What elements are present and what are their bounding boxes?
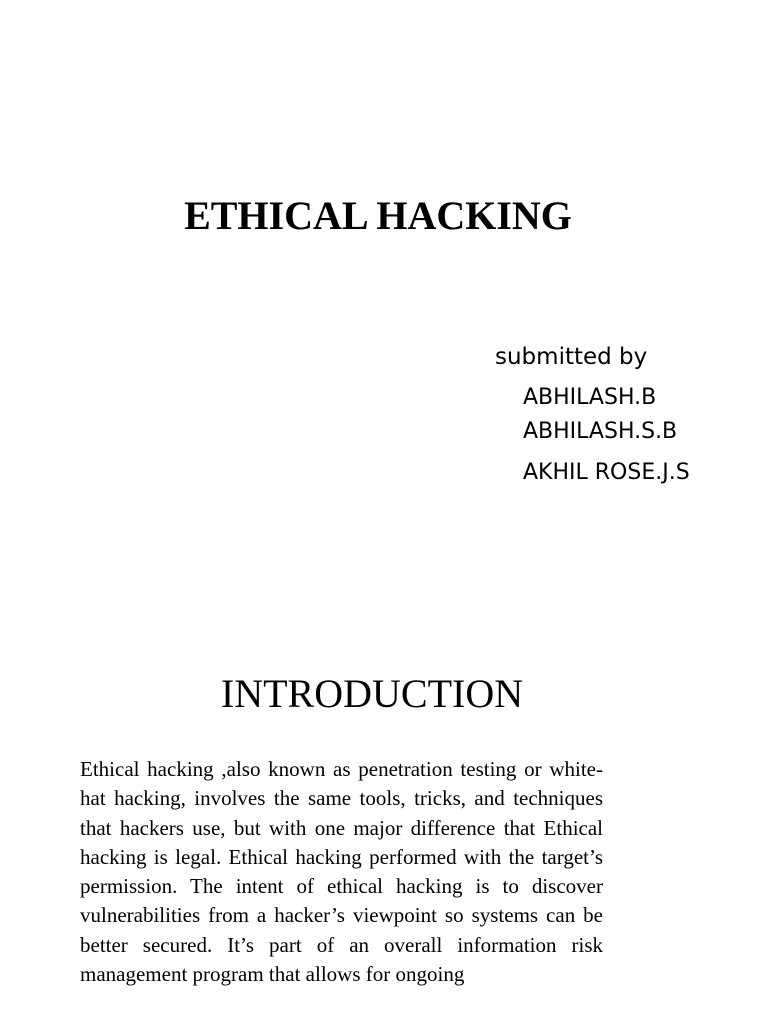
introduction-body-text: Ethical hacking ,also known as penetration testing or white-hat hacking, involves the same tools, tricks, and techniques that hackers use, but with one major difference that Ethical hacking is legal. Ethical hacking performed with the target’s permission. The intent of ethical hacking is to discover vulnerabilities from a hacker’s viewpoint so systems can be better secured. It’s part of an overall information risk management program that allows for ongoing [80,757,603,987]
introduction-slide [0,600,768,1024]
author-name: ABHILASH.S.B [523,419,678,444]
introduction-heading: INTRODUCTION [220,671,524,716]
author-name: AKHIL ROSE.J.S [523,460,690,485]
slide-title: ETHICAL HACKING [184,193,572,238]
submitted-by-label: submitted by [495,344,648,370]
author-name: ABHILASH.B [523,385,657,410]
